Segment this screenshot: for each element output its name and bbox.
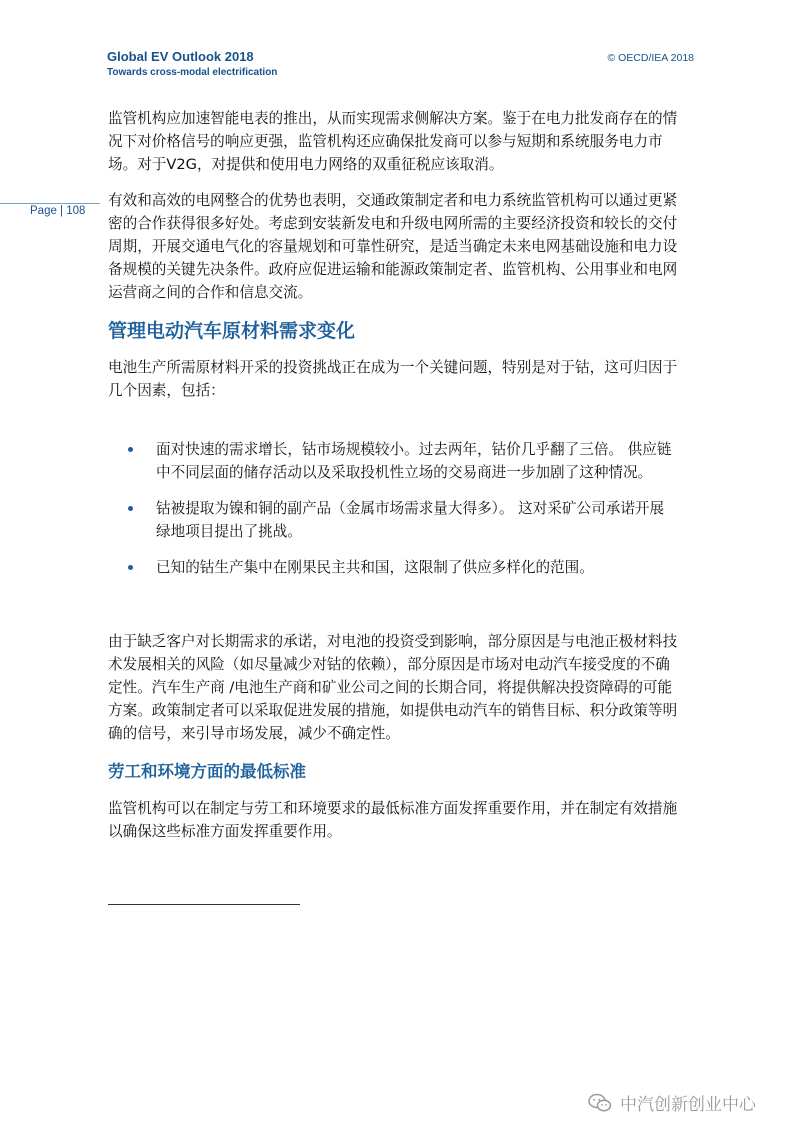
page-number: Page | 108	[30, 205, 86, 217]
bullet-icon	[128, 565, 133, 570]
section-heading-raw-materials: 管理电动汽车原材料需求变化	[108, 320, 356, 342]
paragraph-smart-meters: 监管机构应加速智能电表的推出，从而实现需求侧解决方案。鉴于在电力批发商存在的情 况下对价格信号的响应更强，监管机构还应确保批发商可以参与短期和系统服务电力市 场。对于V2G，对提供和使用电力网络的双重征税应该取消。	[108, 110, 678, 173]
paragraph-standards: 监管机构可以在制定与劳工和环境要求的最低标准方面发挥重要作用，并在制定有效措施 以确保这些标准方面发挥重要作用。	[108, 800, 678, 840]
bullet-icon	[128, 447, 133, 452]
header-subtitle: Towards cross-modal electrification	[107, 67, 278, 78]
bullet-icon	[128, 506, 133, 511]
page-number-rule	[0, 203, 100, 204]
watermark	[588, 1090, 756, 1115]
watermark-text: 中汽创新创业中心	[620, 1095, 756, 1115]
list-item-text: 已知的钴生产集中在刚果民主共和国，这限制了供应多样化的范围。	[156, 559, 594, 576]
paragraph-cobalt-intro: 电池生产所需原材料开采的投资挑战正在成为一个关键问题，特别是对于钴，这可归因于 几个因素，包括：	[108, 359, 678, 399]
paragraph-grid-integration: 有效和高效的电网整合的优势也表明，交通政策制定者和电力系统监管机构可以通过更紧 密的合作获得很多好处。考虑到安装新发电和升级电网所需的主要经济投资和较长的交付 周期，开展交通电气化的容量规划和可靠性研究，是适当确定未来电网基础设施和电力设 备规模的关键先决条件。政府应促进运输和能源政策制定者、监管机构、公用事业和电网 运营商之间的合作和信息交流。	[108, 192, 678, 301]
section-heading-labour-environment: 劳工和环境方面的最低标准	[108, 762, 306, 781]
paragraph-investment: 由于缺乏客户对长期需求的承诺，对电池的投资受到影响，部分原因是与电池正极材料技 术发展相关的风险（如尽量减少对钴的依赖），部分原因是市场对电动汽车接受度的不确 定性。汽车生产商 /电池生产商和矿业公司之间的长期合同，将提供解决投资障碍的可能 方案。政策制定者可以采取促进发展的措施，如提供电动汽车的销售目标、积分政策等明 确的信号，来引导市场发展，减少不确定性。	[108, 633, 678, 742]
header-title: Global EV Outlook 2018	[107, 49, 254, 64]
header-copyright: © OECD/IEA 2018	[607, 52, 694, 64]
footnote-rule	[108, 904, 300, 905]
list-item-text: 面对快速的需求增长，钴市场规模较小。过去两年，钴价几乎翻了三倍。 供应链 中不同层面的储存活动以及采取投机性立场的交易商进一步加剧了这种情况。	[156, 441, 672, 481]
list-item-text: 钴被提取为镍和铜的副产品（金属市场需求量大得多）。 这对采矿公司承诺开展 绿地项目提出了挑战。	[156, 500, 665, 540]
wechat-icon	[588, 1093, 612, 1113]
